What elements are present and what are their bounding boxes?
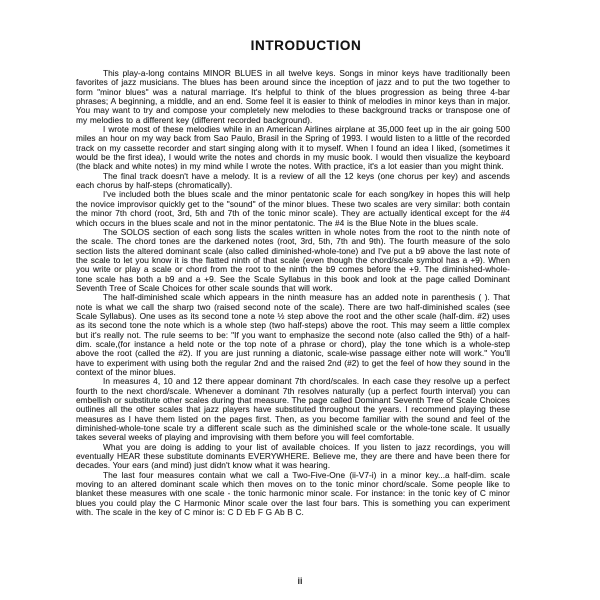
paragraph: The final track doesn't have a melody. It is a review of all the 12 keys (one chorus per key) and ascends each chorus by half-steps (chromatically). [76, 170, 510, 191]
paragraph: What you are doing is adding to your list of available choices. If you listen to jazz recordings, you will eventually HEAR these substitute dominants EVERYWHERE. Believe me, they are there and have been there for decades. Your ears (and mind) just didn't know what it was hearing. [76, 441, 510, 471]
paragraph: In measures 4, 10 and 12 there appear dominant 7th chord/scales. In each case they resolve up a perfect fourth to the next chord/scale. Whenever a dominant 7th resolves naturally (up a perfect fourth interval) you can embellish or substitute other scales during that measure. The page called Dominant Seventh Tree of Scale Choices outlines all the other scales that jazz players have substituted throughout the years. I recommend playing these measures as I have them listed on the pages first. Then, as you become familiar with the sound and feel of the diminished-whole-tone scale try a different scale such as the diminished scale or the whole-tone scale. It usually takes several weeks of playing and improvising with them before you will feel comfortable. [76, 376, 510, 443]
paragraph: I've included both the blues scale and the minor pentatonic scale for each song/key in hopes this will help the novice improvisor quickly get to the "sound" of the minor blues. These two scales are very similar: both contain the minor 7th chord (root, 3rd, 5th and 7th of the tonic minor scale). They are actually identical except for the #4 which occurs in the blues scale and not in the minor pentatonic. The #4 is the Blue Note in the blues scale. [76, 189, 510, 228]
paragraph: I wrote most of these melodies while in an American Airlines airplane at 35,000 feet up in the air going 500 miles an hour on my way back from Sao Paulo, Brasil in the Spring of 1993. I would listen to a little of the recorded track on my cassette recorder and start singing along with it to myself. When I found an idea I liked, (sometimes it would be the first idea), I would write the notes and chords in my music book. I would then visualize the keyboard (the black and white notes) in my mind while I wrote the notes. With practice, it's a lot easier than you might think. [76, 124, 510, 172]
paragraph: The SOLOS section of each song lists the scales written in whole notes from the root to the ninth note of the scale. The chord tones are the darkened notes (root, 3rd, 5th, 7th and 9th). The fourth measure of the solo section lists the altered dominant scale (also called diminished-whole-tone) and I've put a b9 above the last note of the scale to let you know it is the flatted ninth of that scale (even though the chord/scale symbol has a +9). When you write or play a scale or chord from the root to the ninth the b9 comes before the +9. The diminished-whole-tone scale has both a b9 and a +9. See the Scale Syllabus in this book and look at the page called Dominant Seventh Tree of Scale Choices for other scale sounds that will work. [76, 226, 510, 293]
paragraph: The half-diminished scale which appears in the ninth measure has an added note in parenthesis ( ). That note is what we call the sharp two (raised second note of the scale). There are two half-diminished scales (see Scale Syllabus). One uses as its second tone a note ½ step above the root and the other scale (half-dim. #2) uses as its second tone the note which is a whole step (two half-steps) above the root. This may seem a little complex but it's really not. The rule seems to be: "If you want to emphasize the second note (also called the 9th) of a half-dim. scale,(for instance a held note or the top note of a phrase or chord), play the tone which is a whole-step above the root (called the #2). If you are just running a diatonic, scale-wise passage either note will work." You'll have to experiment with using both the regular 2nd and the raised 2nd (#2) to get the feel of how they sound in the context of the minor blues. [76, 292, 510, 377]
paragraph: This play-a-long contains MINOR BLUES in all twelve keys. Songs in minor keys have traditionally been favorites of jazz musicians. The blues has been around since the inception of jazz and to put the two together to form "minor blues" was a natural marriage. It's helpful to think of the blues progression as being three 4-bar phrases; A beginning, a middle, and an end. Some feel it is easier to think of melodies in minor keys than in major. You may want to try and compose your completely new melodies to these background tracks or transpose one of my melodies to a different key (different recorded background). [76, 68, 510, 125]
body-text [76, 69, 510, 518]
page-title: INTRODUCTION [250, 38, 362, 53]
page-number: ii [297, 576, 303, 586]
paragraph: The last four measures contain what we call a Two-Five-One (ii-V7-i) in a minor key...a half-dim. scale moving to an altered dominant scale which then moves on to the tonic minor chord/scale. Some people like to blanket these measures with one scale - the tonic harmonic minor scale. For instance: in the tonic key of C minor blues you could play the C Harmonic Minor scale over the last four bars. This is something you can experiment with. The scale in the key of C minor is: C D Eb F G Ab B C. [76, 469, 510, 518]
